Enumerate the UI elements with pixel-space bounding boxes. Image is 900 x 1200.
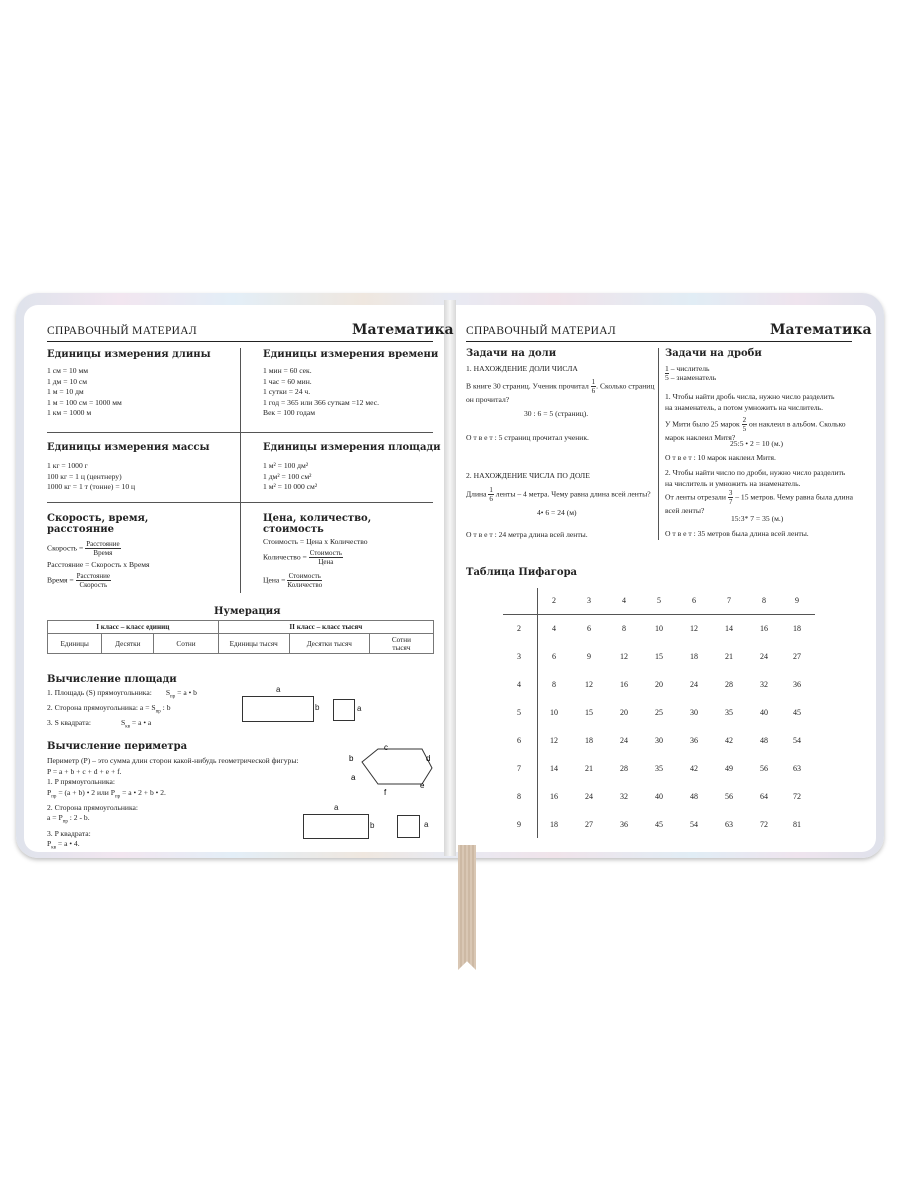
pythagoras-cell: 15 [585,708,593,717]
pythagoras-title: Таблица Пифагора [466,567,578,578]
shares-s1-calc: 30 : 6 = 5 (страниц). [524,409,589,418]
pythagoras-cell: 45 [793,708,801,717]
pythagoras-cell: 72 [793,792,801,801]
pythagoras-cell: 30 [655,736,663,745]
pythagoras-cell: 18 [585,736,593,745]
fractions-p1-calc: 25:5 • 2 = 10 (м.) [730,439,784,448]
pythagoras-hline [503,614,815,615]
pythagoras-cell: 35 [725,708,733,717]
pythagoras-cell: 12 [550,736,558,745]
area-calc-list: 1. Площадь (S) прямоугольника: $S_{пр} = a$ • b 2. Сторона прямоугольника: $a = S_{пр}$ : b 3. S квадрата: $S_{кв} = a$ • a [47,688,197,730]
area-square [333,699,355,721]
fractions-problem-2: От ленты отрезали $\frac{3}{7}$ – 15 метров. Чему равна была длина всей ленты? [665,489,854,515]
time-line: 1 год = 365 или 366 суткам =12 мес. [263,397,379,407]
time-line: 1 мин = 60 сек. [263,366,312,375]
pythagoras-header-cell: 5 [657,596,661,605]
class2-header: II класс – класс тысяч [218,621,433,634]
area-line: 1 дм² = 100 см² [263,471,312,481]
fraction-definition: 1 – числитель 5 – знаменатель [665,364,717,382]
length-line: 1 м = 100 см = 1000 мм [47,397,122,407]
pythagoras-cell: 49 [725,764,733,773]
pythagoras-cell: 9 [587,652,591,661]
pythagoras-cell: 40 [760,708,768,717]
pythagoras-header-cell: 9 [795,596,799,605]
numeration-col: Единицы [48,634,102,654]
length-list [47,366,122,419]
mass-line: 1000 кг = 1 т (тонне) = 10 ц [47,482,136,492]
pythagoras-row-header: 4 [517,680,521,689]
fractions-rule-1: 1. Чтобы найти дробь числа, нужно число разделить на знаменатель, а потом умножить на числитель. [665,392,835,412]
area-calc-title: Вычисление площади [47,674,177,685]
shares-s2-calc: 4• 6 = 24 (м) [537,508,577,517]
shares-title: Задачи на доли [466,348,557,359]
right-header-label: СПРАВОЧНЫЙ МАТЕРИАЛ [466,325,616,337]
area-units-list [263,461,317,493]
pythagoras-cell: 8 [622,624,626,633]
pythagoras-cell: 32 [760,680,768,689]
perim-square-label: a [424,820,429,829]
pythagoras-cell: 36 [690,736,698,745]
pythagoras-cell: 42 [725,736,733,745]
numeration-col: Единицы тысяч [218,634,289,654]
pythagoras-row-header: 3 [517,652,521,661]
perim-rect-label-b: b [370,821,375,830]
pythagoras-cell: 12 [620,652,628,661]
price-title [263,513,371,535]
numeration-col: Сотни [154,634,218,654]
area-rect-label-b: b [315,703,320,712]
price-formula-3: Цена = $\frac{\text{Стоимость}}{\text{Количество}}$ [263,572,323,589]
numeration-col: Десятки тысяч [289,634,369,654]
numeration-title: Нумерация [214,606,281,617]
pythagoras-cell: 15 [655,652,663,661]
pythagoras-row-header: 6 [517,736,521,745]
pythagoras-cell: 24 [585,792,593,801]
hex-label-d: d [426,754,431,763]
speed-formula-2: Расстояние = Скорость х Время [47,560,150,569]
pythagoras-cell: 54 [690,820,698,829]
pythagoras-cell: 81 [793,820,801,829]
fractions-p1-answer: О т в е т : 10 марок наклеил Митя. [665,453,776,462]
length-line: 1 см = 10 мм [47,366,89,375]
pythagoras-cell: 16 [760,624,768,633]
fractions-problem-1: У Мити было 25 марок $\frac{2}{5}$ он наклеил в альбом. Сколько марок наклеил Митя? [665,416,846,442]
pythagoras-cell: 54 [793,736,801,745]
hex-label-f: f [384,788,387,796]
pythagoras-cell: 27 [793,652,801,661]
speed-formula-1: Скорость = $\frac{\text{Расстояние}}{\text{Время}}$ [47,540,120,557]
shares-s2-head: 2. НАХОЖДЕНИЕ ЧИСЛА ПО ДОЛЕ [466,471,590,480]
fractions-title: Задачи на дроби [665,348,762,359]
speed-title-line: Скорость, время, [47,513,149,524]
pythagoras-cell: 28 [725,680,733,689]
pythagoras-cell: 72 [760,820,768,829]
pythagoras-header-cell: 4 [622,596,626,605]
pythagoras-cell: 21 [585,764,593,773]
area-rect-label-a: a [276,685,281,694]
time-line: 1 час = 60 мин. [263,376,312,386]
hex-label-a: a [351,773,356,782]
pythagoras-cell: 64 [760,792,768,801]
area-line: 1 м² = 10 000 см² [263,482,318,492]
pythagoras-cell: 25 [655,708,663,717]
price-formula-1: Стоимость = Цена х Количество [263,537,368,546]
left-grid-hline-1 [47,432,433,433]
speed-title [47,513,148,535]
mass-title: Единицы измерения массы [47,442,210,453]
pythagoras-header-cell: 6 [692,596,696,605]
pythagoras-cell: 20 [620,708,628,717]
shares-s1-head: 1. НАХОЖДЕНИЕ ДОЛИ ЧИСЛА [466,364,578,373]
length-line: 1 м = 10 дм [47,387,84,397]
area-rectangle [242,696,314,722]
mass-list [47,461,135,493]
pythagoras-row-header: 2 [517,624,521,633]
pythagoras-cell: 14 [550,764,558,773]
pythagoras-cell: 6 [552,652,556,661]
pythagoras-cell: 16 [550,792,558,801]
shares-s1-text: В книге 30 страниц. Ученик прочитал $\frac{1}{6}$ . Сколько страниц он прочитал? [466,378,655,404]
price-title-line: стоимость [263,524,324,535]
area-units-title: Единицы измерения площади [263,442,441,453]
perim-rect-label-a: a [334,803,339,812]
right-page-title: Математика [770,322,872,338]
pythagoras-cell: 63 [793,764,801,773]
pythagoras-cell: 18 [793,624,801,633]
pythagoras-cell: 28 [620,764,628,773]
pythagoras-cell: 18 [550,820,558,829]
numeration-col: Десятки [102,634,154,654]
pythagoras-cell: 16 [620,680,628,689]
left-grid-hline-2 [47,502,433,503]
time-line: 1 сутки = 24 ч. [263,387,311,397]
pythagoras-cell: 27 [585,820,593,829]
pythagoras-cell: 45 [655,820,663,829]
pythagoras-header-cell: 3 [587,596,591,605]
hex-label-e: e [420,781,425,790]
fractions-p2-answer: О т в е т : 35 метров была длина всей ленты. [665,529,809,538]
price-title-line: Цена, количество, [263,513,372,524]
pythagoras-cell: 63 [725,820,733,829]
pythagoras-cell: 48 [690,792,698,801]
pythagoras-cell: 35 [655,764,663,773]
pythagoras-cell: 36 [620,820,628,829]
shares-s2-answer: О т в е т : 24 метра длина всей ленты. [466,530,588,539]
shares-s2-text: Длина $\frac{1}{6}$ ленты – 4 метра. Чему равна длина всей ленты? [466,486,651,503]
hex-label-b: b [349,754,354,763]
fractions-p2-calc: 15:3* 7 = 35 (м.) [731,514,784,523]
pythagoras-header-cell: 2 [552,596,556,605]
pythagoras-header-cell: 8 [762,596,766,605]
pythagoras-row-header: 8 [517,792,521,801]
pythagoras-cell: 18 [690,652,698,661]
pythagoras-cell: 48 [760,736,768,745]
left-grid-vline [240,348,241,593]
left-header-rule [47,341,433,342]
pythagoras-row-header: 5 [517,708,521,717]
pythagoras-cell: 24 [690,680,698,689]
pythagoras-cell: 12 [585,680,593,689]
perimeter-list: Периметр (P) – это сумма длин сторон какой-нибудь геометрической фигуры: P = a + b + c + d + e + f. 1. P прямоугольника: $P_{пр} = (a + b)$ • 2 или $P_{пр} = a$ • 2 + b • 2. 2. Сторона прямоугольника: $a = P_{пр}$ : 2 - b. 3. P квадрата: $P_{кв} = a$ • 4. [47,756,299,851]
pythagoras-cell: 6 [587,624,591,633]
hexagon-figure [340,740,440,796]
pythagoras-cell: 36 [793,680,801,689]
time-line: Век = 100 годам [263,408,316,418]
pythagoras-cell: 24 [620,736,628,745]
pythagoras-cell: 20 [655,680,663,689]
area-square-label: a [357,704,362,713]
pythagoras-header-cell: 7 [727,596,731,605]
speed-title-line: расстояние [47,524,115,535]
time-list [263,366,379,419]
numeration-table [47,620,434,654]
pythagoras-cell: 32 [620,792,628,801]
pythagoras-cell: 10 [655,624,663,633]
right-grid-vline [658,348,659,540]
pythagoras-cell: 4 [552,624,556,633]
pythagoras-cell: 56 [725,792,733,801]
hex-label-c: c [384,743,388,752]
pythagoras-cell: 30 [690,708,698,717]
pythagoras-cell: 21 [725,652,733,661]
pythagoras-cell: 12 [690,624,698,633]
length-line: 1 дм = 10 см [47,376,88,386]
perimeter-title: Вычисление периметра [47,741,188,752]
bookmark-ribbon [458,845,476,970]
pythagoras-row-header: 7 [517,764,521,773]
numeration-col: Сотни тысяч [369,634,433,654]
perimeter-square [397,815,420,838]
left-page-title: Математика [352,322,454,338]
mass-line: 100 кг = 1 ц (центнеру) [47,471,122,481]
right-header-rule [466,341,852,342]
fractions-rule-2: 2. Чтобы найти число по дроби, нужно число разделить на числитель и умножить на знаменатель. [665,468,846,488]
mass-line: 1 кг = 1000 г [47,461,88,470]
pythagoras-cell: 40 [655,792,663,801]
speed-formula-3: Время = $\frac{\text{Расстояние}}{\text{Скорость}}$ [47,572,110,589]
price-formula-2: Количество = $\frac{\text{Стоимость}}{\text{Цена}}$ [263,549,342,566]
pythagoras-cell: 14 [725,624,733,633]
pythagoras-cell: 10 [550,708,558,717]
pythagoras-cell: 56 [760,764,768,773]
left-header-label: СПРАВОЧНЫЙ МАТЕРИАЛ [47,325,197,337]
shares-s1-answer: О т в е т : 5 страниц прочитал ученик. [466,433,589,442]
pythagoras-cell: 8 [552,680,556,689]
pythagoras-cell: 24 [760,652,768,661]
pythagoras-cell: 42 [690,764,698,773]
length-title: Единицы измерения длины [47,349,211,360]
length-line: 1 км = 1000 м [47,408,92,418]
book-gutter [444,300,456,856]
time-title: Единицы измерения времени [263,349,439,360]
area-line: 1 м² = 100 дм² [263,461,309,470]
pythagoras-vline [537,588,538,838]
class1-header: I класс – класс единиц [48,621,219,634]
perimeter-rectangle [303,814,369,839]
pythagoras-row-header: 9 [517,820,521,829]
